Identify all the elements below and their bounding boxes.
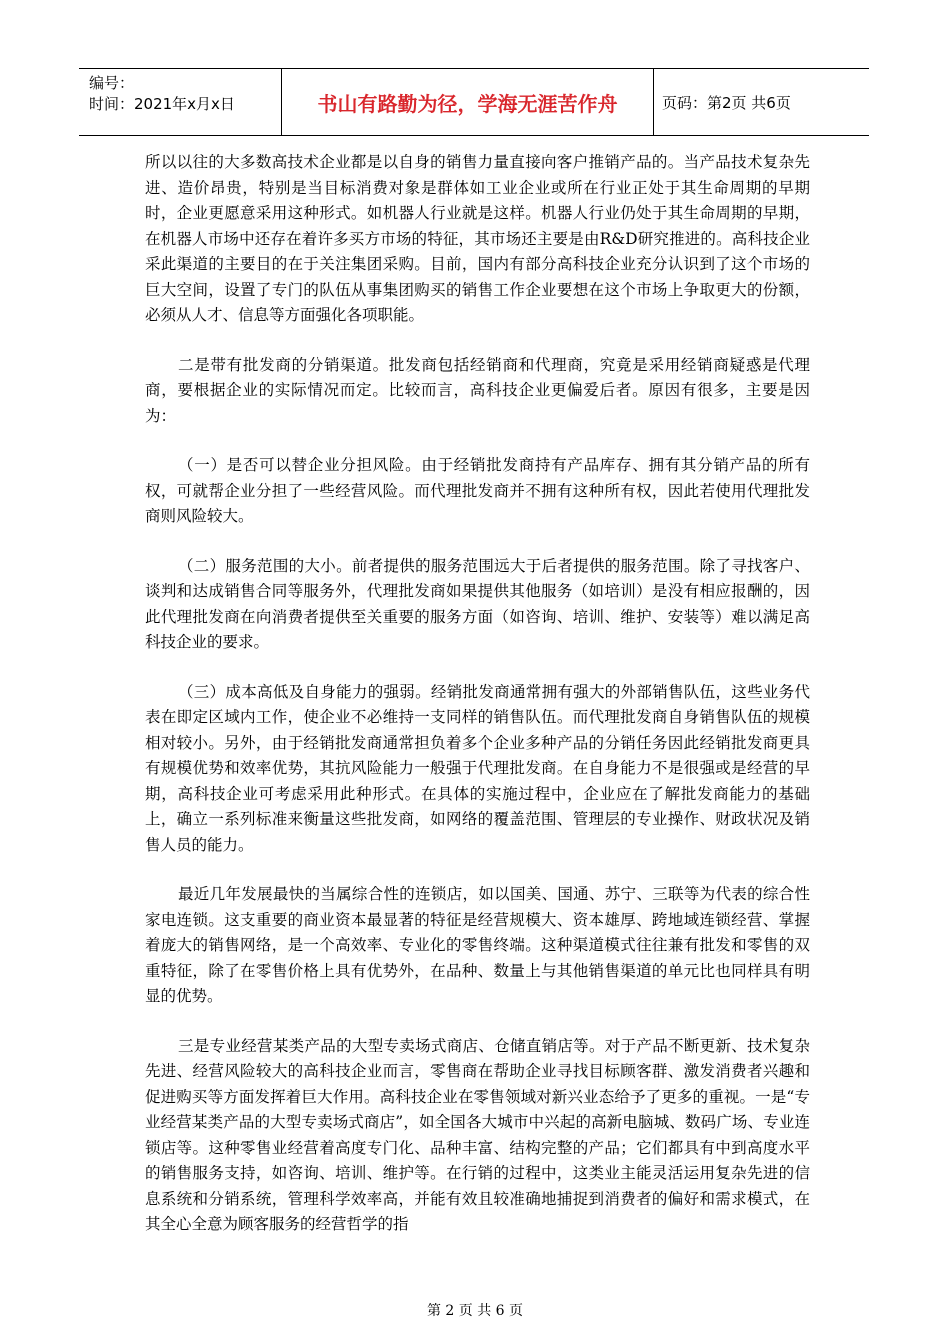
header-page-info: 页码：第2页 共6页: [662, 93, 791, 112]
page-footer: 第 2 页 共 6 页: [426, 1303, 524, 1319]
time-label: 时间：2021年x月x日: [89, 95, 235, 113]
paragraph-6: 最近几年发展最快的当属综合性的连锁店，如以国美、国通、苏宁、三联等为代表的综合性家电连锁。这支重要的商业资本最显著的特征是经营规模大、资本雄厚、跨地域连锁经营、掌握着庞大的销售网络，是一个高效率、专业化的零售终端。这种渠道模式往往兼有批发和零售的双重特征，除了在零售价格上具有优势外，在品种、数量上与其他销售渠道的单元比也同样具有明显的优势。: [145, 885, 810, 1005]
header-motto: 书山有路勤为径，学海无涯苦作舟: [282, 69, 654, 135]
paragraph-3: （一）是否可以替企业分担风险。由于经销批发商持有产品库存、拥有其分销产品的所有权，可就帮企业分担了一些经营风险。而代理批发商并不拥有这种所有权，因此若使用代理批发商则风险较大。: [145, 456, 810, 525]
header-left-cell: [79, 69, 282, 135]
number-label: 编号：: [89, 74, 135, 92]
paragraph-7: 三是专业经营某类产品的大型专卖场式商店、仓储直销店等。对于产品不断更新、技术复杂先进、经营风险较大的高科技企业而言，零售商在帮助企业寻找目标顾客群、激发消费者兴趣和促进购买等方面发挥着巨大作用。高科技企业在零售领域对新兴业态给予了更多的重视。一是“专业经营某类产品的大型专卖场式商店”，如全国各大城市中兴起的高新电脑城、数码广场、专业连锁店等。这种零售业经营着高度专门化、品种丰富、结构完整的产品；它们都具有中到高度水平的销售服务支持，如咨询、培训、维护等。在行销的过程中，这类业主能灵活运用复杂先进的信息系统和分销系统，管理科学效率高，并能有效且较准确地捕捉到消费者的偏好和需求模式，在其全心全意为顾客服务的经营哲学的指: [145, 1036, 810, 1233]
paragraph-2: 二是带有批发商的分销渠道。批发商包括经销商和代理商，究竟是采用经销商疑惑是代理商，要根据企业的实际情况而定。比较而言，高科技企业更偏爱后者。原因有很多，主要是因为：: [145, 355, 810, 425]
paragraph-4: （二）服务范围的大小。前者提供的服务范围远大于后者提供的服务范围。除了寻找客户、谈判和达成销售合同等服务外，代理批发商如果提供其他服务（如培训）是没有相应报酬的，因此代理批发商在向消费者提供至关重要的服务方面（如咨询、培训、维护、安装等）难以满足高科技企业的要求。: [145, 556, 810, 651]
paragraph-5: （三）成本高低及自身能力的强弱。经销批发商通常拥有强大的外部销售队伍，这些业务代表在即定区域内工作，使企业不必维持一支同样的销售队伍。而代理批发商自身销售队伍的规模相对较小。另外，由于经销批发商通常担负着多个企业多种产品的分销任务因此经销批发商更具有规模优势和效率优势，其抗风险能力一般强于代理批发商。在自身能力不是很强或是经营的早期，高科技企业可考虑采用此种形式。在具体的实施过程中，企业应在了解批发商能力的基础上，确立一系列标准来衡量这些批发商，如网络的覆盖范围、管理层的专业操作、财政状况及销售人员的能力。: [145, 682, 810, 854]
paragraph-1: 所以以往的大多数高技术企业都是以自身的销售力量直接向客户推销产品的。当产品技术复杂先进、造价昂贵，特别是当目标消费对象是群体如工业企业或所在行业正处于其生命周期的早期时，企业更愿意采用这种形式。如机器人行业就是这样。机器人行业仍处于其生命周期的早期，在机器人市场中还存在着许多买方市场的特征，其市场还主要是由R&D研究推进的。高科技企业采此渠道的主要目的在于关注集团采购。目前，国内有部分高科技企业充分认识到了这个市场的巨大空间，设置了专门的队伍从事集团购买的销售工作企业要想在这个市场上争取更大的份额，必须从人才、信息等方面强化各项职能。: [145, 153, 810, 324]
page-header: [79, 68, 869, 136]
document-body: [145, 150, 810, 1262]
